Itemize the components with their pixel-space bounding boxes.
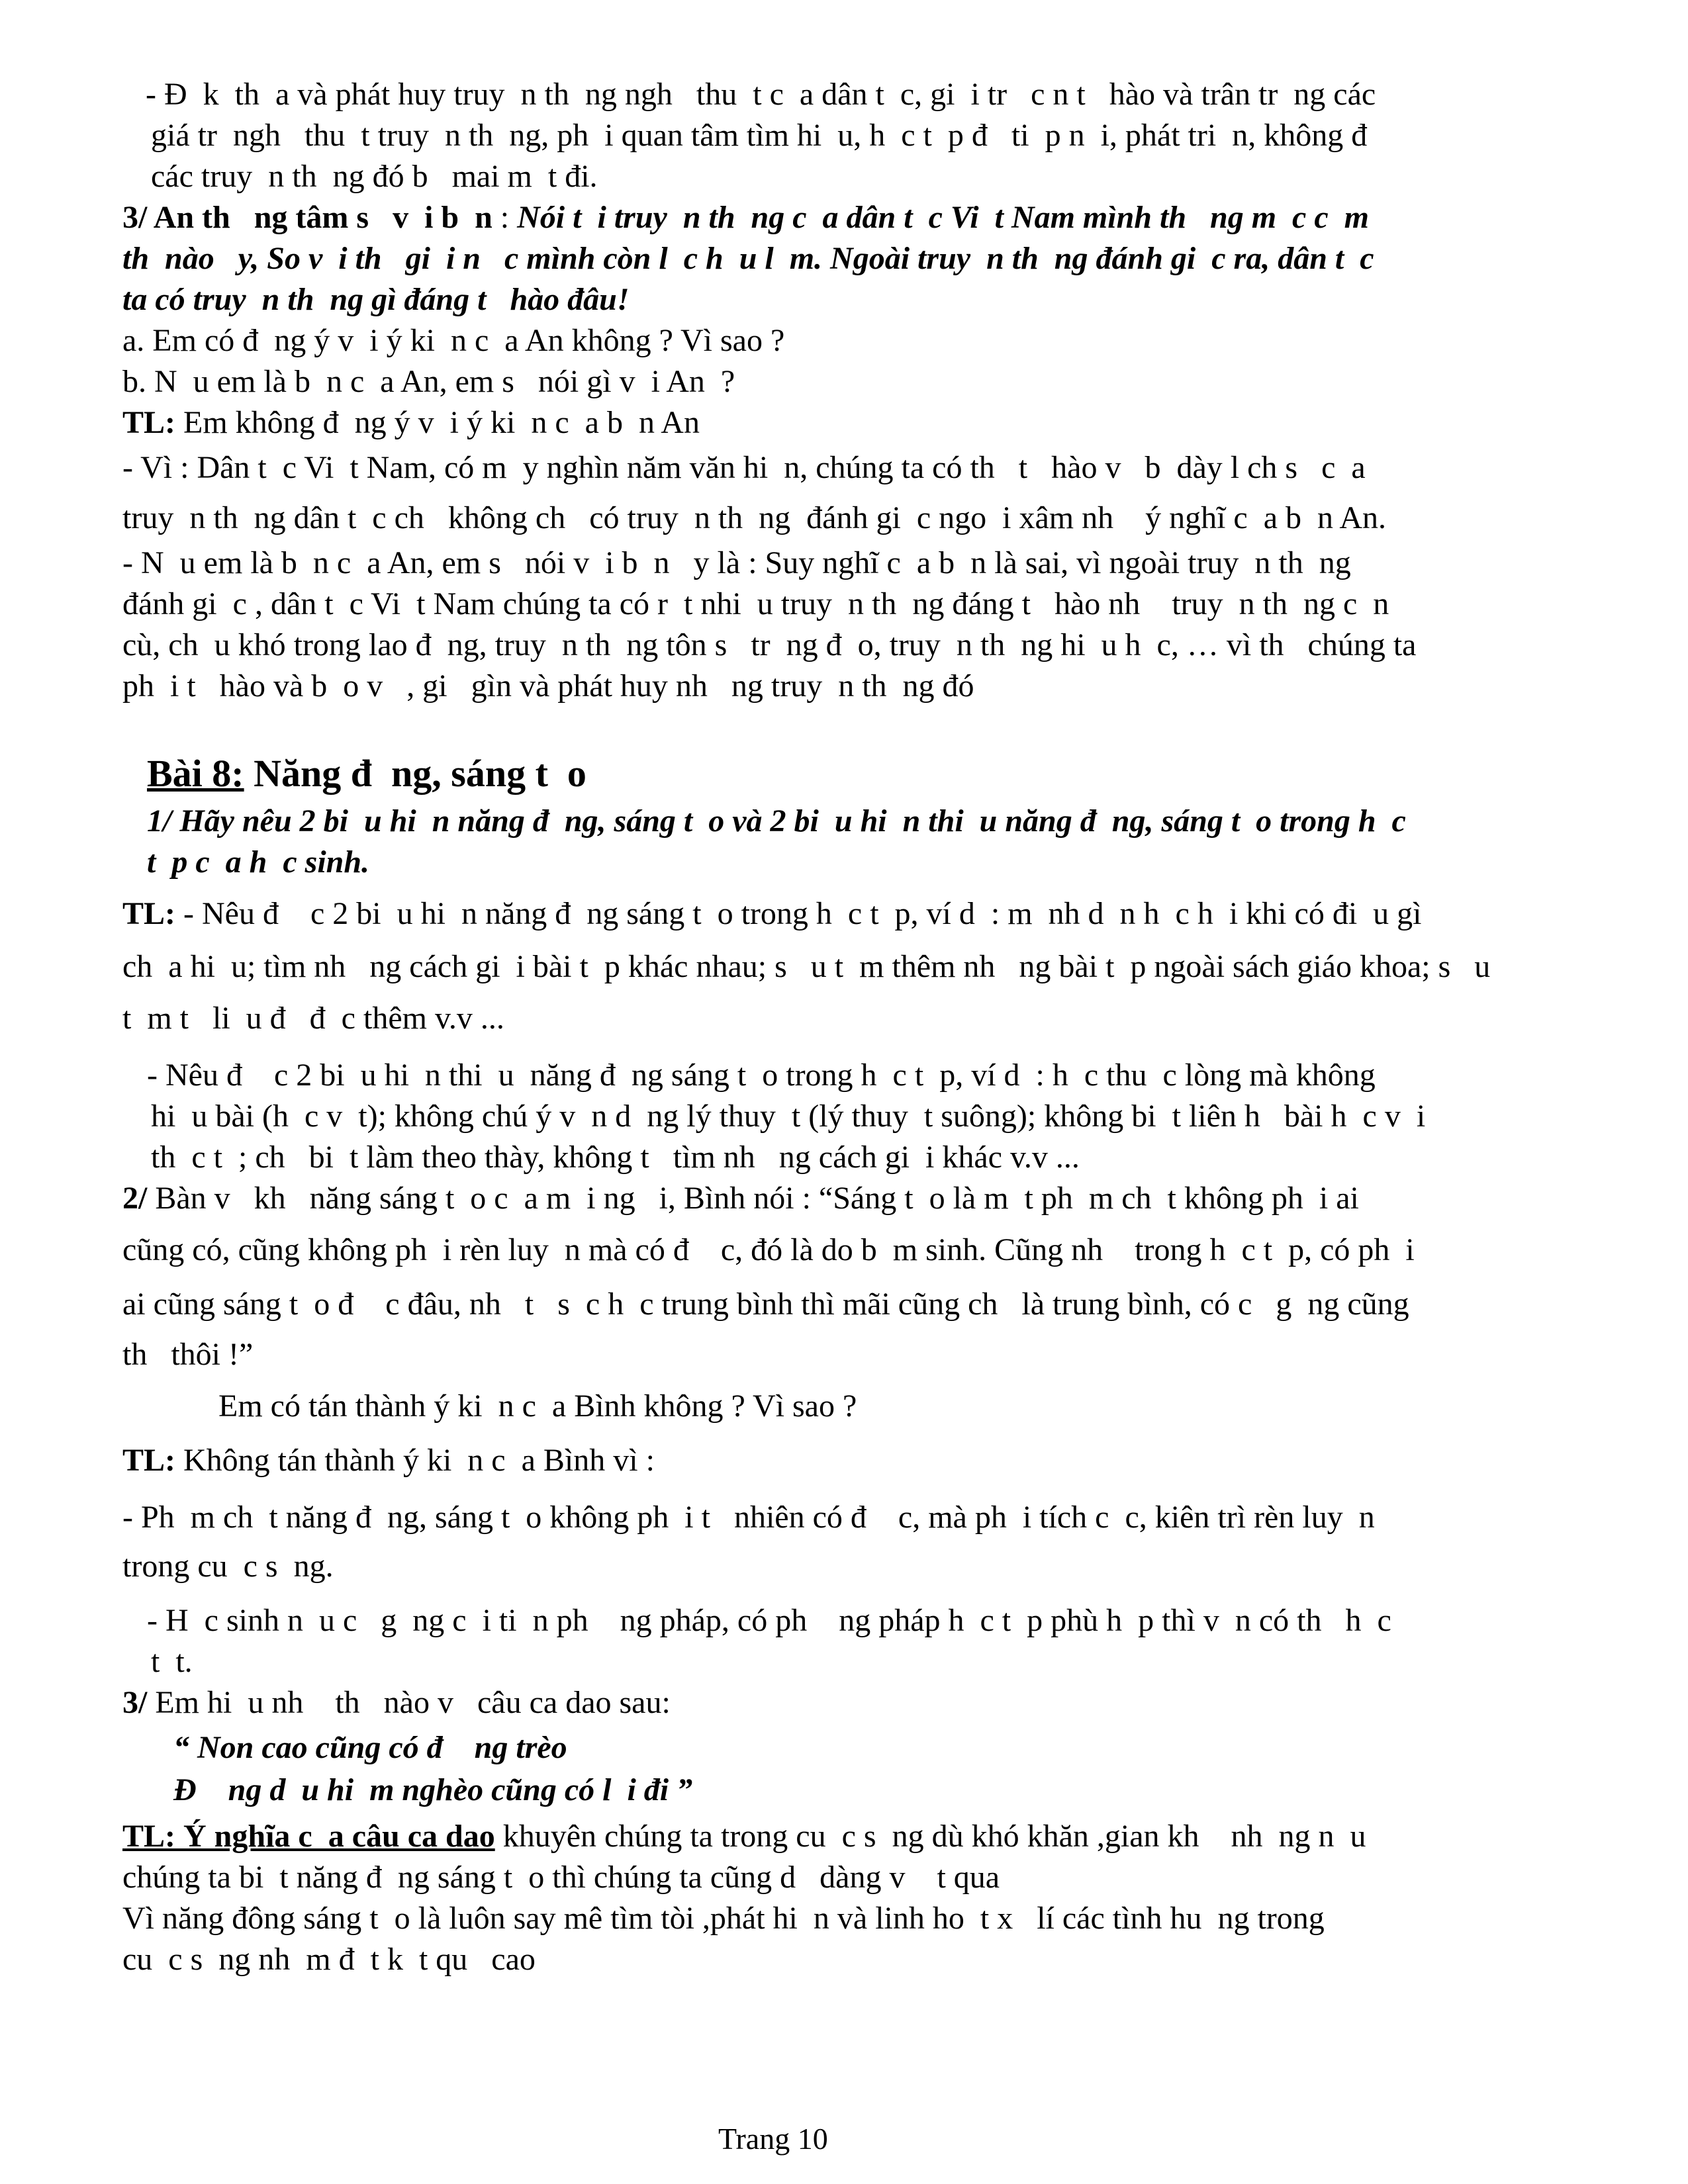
answer-line: trong cu c s ng. [122, 1549, 334, 1584]
poem-line: Đ ng d u hi m nghèo cũng có l i đi ” [173, 1772, 693, 1807]
answer-text: - Nêu đ c 2 bi u hi n năng đ ng sáng t o trong h c t p, ví d : m nh d n h c h i khi có đi u gì [175, 896, 1422, 931]
answer-line: - Vì : Dân t c Vi t Nam, có m y nghìn năm văn hi n, chúng ta có th t hào v b dày l ch s c a [122, 450, 1366, 485]
answer-line: - Ph m ch t năng đ ng, sáng t o không ph i t nhiên có đ c, mà ph i tích c c, kiên trì rèn luy n [122, 1500, 1375, 1535]
question-3-line [122, 1682, 671, 1723]
answer-text: Không tán thành ý ki n c a Bình vì : [175, 1443, 655, 1478]
answer-line: chúng ta bi t năng đ ng sáng t o thì chúng ta cũng d dàng v t qua [122, 1860, 1000, 1895]
question-3-line [122, 197, 1369, 238]
answer-line [122, 402, 700, 443]
answer-text: Em không đ ng ý v i ý ki n c a b n An [175, 405, 700, 440]
answer-line: Vì năng đông sáng t o là luôn say mê tìm tòi ,phát hi n và linh ho t x lí các tình hu ng trong [122, 1901, 1325, 1936]
answer-label: TL: [122, 1443, 176, 1478]
section-title-text: Năng đ ng, sáng t o [244, 752, 586, 795]
answer-label: TL: [122, 896, 176, 931]
section-title [147, 753, 586, 794]
question-2-line [122, 1178, 1359, 1219]
answer-line: t m t li u đ đ c thêm v.v ... [122, 1001, 504, 1036]
answer-label: TL: [122, 405, 176, 440]
answer-label: TL: Ý nghĩa c a câu ca dao [122, 1819, 495, 1854]
question-2-ask: Em có tán thành ý ki n c a Bình không ? Vì sao ? [218, 1388, 857, 1424]
question-1: 1/ Hãy nêu 2 bi u hi n năng đ ng, sáng t o và 2 bi u hi n thi u năng đ ng, sáng t o trong h c [147, 803, 1406, 839]
answer-line: - H c sinh n u c g ng c i ti n ph ng pháp, có ph ng pháp h c t p phù h p thì v n có th h c [147, 1603, 1391, 1638]
question-2-text: cũng có, cũng không ph i rèn luy n mà có đ c, đó là do b m sinh. Cũng nh trong h c t p, có ph i [122, 1232, 1415, 1267]
answer-line: ch a hi u; tìm nh ng cách gi i bài t p khác nhau; s u t m thêm nh ng bài t p ngoài sách giáo khoa; s u [122, 949, 1491, 984]
answer-line: t t. [151, 1644, 193, 1679]
poem-line: “ Non cao cũng có đ ng trèo [173, 1730, 567, 1765]
paragraph-line: giá tr ngh thu t truy n th ng, ph i quan tâm tìm hi u, h c t p đ ti p n i, phát tri n, không đ [151, 118, 1368, 153]
question-3-text: Nói t i truy n th ng c a dân t c Vi t Nam mình th ng m c c m [517, 200, 1369, 235]
answer-line: th c t ; ch bi t làm theo thày, không t tìm nh ng cách gi i khác v.v ... [151, 1140, 1080, 1175]
answer-line: cù, ch u khó trong lao đ ng, truy n th ng tôn s tr ng đ o, truy n th ng hi u h c, … vì th chúng ta [122, 627, 1417, 662]
paragraph-line: các truy n th ng đó b mai m t đi. [151, 159, 598, 194]
page-number: Trang 10 [718, 2122, 828, 2156]
question-2-text: Bàn v kh năng sáng t o c a m i ng i, Bình nói : “Sáng t o là m t ph m ch t không ph i ai [147, 1181, 1359, 1216]
question-3-number: 3/ [122, 1685, 148, 1720]
question-3-text: th nào y, So v i th gi i n c mình còn l c h u l m. Ngoài truy n th ng đánh gi c ra, dân t c [122, 241, 1374, 276]
question-2-text: ai cũng sáng t o đ c đâu, nh t s c h c trung bình thì mãi cũng ch là trung bình, có c g ng cũng [122, 1287, 1409, 1322]
question-2-number: 2/ [122, 1181, 148, 1216]
paragraph-line: - Đ k th a và phát huy truy n th ng ngh thu t c a dân t c, gi i tr c n t hào và trân tr ng các [146, 77, 1376, 112]
question-1: t p c a h c sinh. [147, 844, 370, 880]
answer-line: đánh gi c , dân t c Vi t Nam chúng ta có r t nhi u truy n th ng đáng t hào nh truy n th ng c n [122, 586, 1389, 621]
question-a: a. Em có đ ng ý v i ý ki n c a An không ? Vì sao ? [122, 323, 785, 358]
question-3-colon: : [492, 200, 518, 235]
answer-text: khuyên chúng ta trong cu c s ng dù khó khăn ,gian kh nh ng n u [494, 1819, 1366, 1854]
section-title-label: Bài 8: [147, 752, 244, 795]
answer-line: - N u em là b n c a An, em s nói v i b n y là : Suy nghĩ c a b n là sai, vì ngoài truy n th ng [122, 545, 1351, 580]
answer-line [122, 1440, 655, 1481]
question-2-text: th thôi !” [122, 1337, 254, 1372]
answer-line: ph i t hào và b o v , gi gìn và phát huy nh ng truy n th ng đó [122, 668, 974, 704]
question-b: b. N u em là b n c a An, em s nói gì v i An ? [122, 364, 735, 399]
question-3-text: ta có truy n th ng gì đáng t hào đâu! [122, 282, 630, 317]
question-3-label: 3/ An th ng tâm s v i b n [122, 200, 492, 235]
question-3-text: Em hi u nh th nào v câu ca dao sau: [147, 1685, 671, 1720]
answer-line: - Nêu đ c 2 bi u hi n thi u năng đ ng sáng t o trong h c t p, ví d : h c thu c lòng mà không [147, 1058, 1376, 1093]
answer-line: truy n th ng dân t c ch không ch có truy n th ng đánh gi c ngo i xâm nh ý nghĩ c a b n An. [122, 500, 1387, 535]
answer-line [122, 893, 1422, 934]
answer-line: hi u bài (h c v t); không chú ý v n d ng lý thuy t (lý thuy t suông); không bi t liên h bài h c v i [151, 1099, 1426, 1134]
answer-line: cu c s ng nh m đ t k t qu cao [122, 1942, 536, 1977]
answer-line [122, 1816, 1366, 1857]
